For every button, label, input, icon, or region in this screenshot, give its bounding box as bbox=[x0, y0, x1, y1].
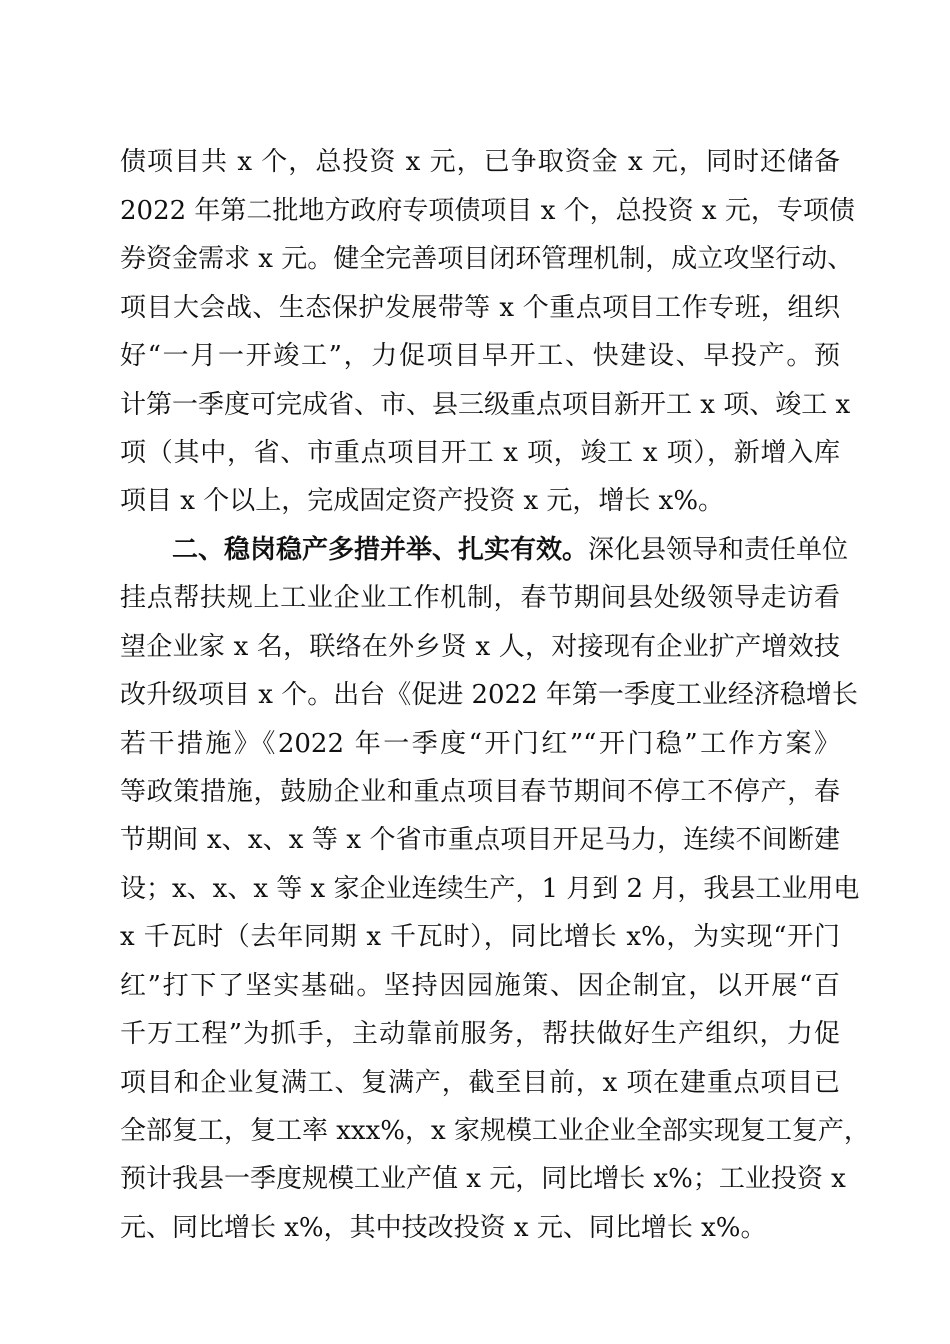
text-line: 券资金需求 x 元。健全完善项目闭环管理机制，成立攻坚行动、 bbox=[120, 244, 854, 274]
text-line: 2022 年第二批地方政府专项债项目 x 个，总投资 x 元，专项债 bbox=[120, 196, 855, 226]
text-line: 项目 x 个以上，完成固定资产投资 x 元，增长 x%。 bbox=[120, 486, 725, 516]
text-line: 元、同比增长 x%，其中技改投资 x 元、同比增长 x%。 bbox=[120, 1213, 767, 1243]
text-line: 项（其中，省、市重点项目开工 x 项，竣工 x 项），新增入库 bbox=[120, 438, 840, 468]
text-line: 设；x、x、x 等 x 家企业连续生产，1 月到 2 月，我县工业用电 bbox=[120, 874, 860, 904]
text-line: 项目大会战、生态保护发展带等 x 个重点项目工作专班，组织 bbox=[120, 293, 840, 323]
text-line: 预计我县一季度规模工业产值 x 元，同比增长 x%；工业投资 x bbox=[120, 1164, 846, 1194]
text-line: 节期间 x、x、x 等 x 个省市重点项目开足马力，连续不间断建 bbox=[120, 825, 840, 855]
text-line: 千万工程”为抓手，主动靠前服务，帮扶做好生产组织，力促 bbox=[120, 1019, 840, 1049]
text-run: 深化县领导和责任单位 bbox=[588, 535, 849, 565]
text-line: 全部复工，复工率 xxx%，x 家规模工业企业全部实现复工复产， bbox=[120, 1116, 870, 1146]
section-heading: 二、稳岗稳产多措并举、扎实有效。 bbox=[172, 535, 589, 565]
text-line: 若干措施》《2022 年一季度“开门红”“开门稳”工作方案》 bbox=[120, 729, 840, 759]
text-line: 项目和企业复满工、复满产，截至目前，x 项在建重点项目已 bbox=[120, 1068, 840, 1098]
text-line: 等政策措施，鼓励企业和重点项目春节期间不停工不停产，春 bbox=[120, 777, 840, 807]
text-line: 改升级项目 x 个。出台《促进 2022 年第一季度工业经济稳增长 bbox=[120, 680, 858, 710]
text-line: x 千瓦时（去年同期 x 千瓦时），同比增长 x%，为实现“开门 bbox=[120, 922, 840, 952]
paragraph-2-first-line bbox=[172, 530, 849, 570]
text-line: 挂点帮扶规上工业企业工作机制，春节期间县处级领导走访看 bbox=[120, 583, 840, 613]
text-line: 计第一季度可完成省、市、县三级重点项目新开工 x 项、竣工 x bbox=[120, 390, 851, 420]
text-line: 红”打下了坚实基础。坚持因园施策、因企制宜，以开展“百 bbox=[120, 971, 840, 1001]
text-line: 债项目共 x 个，总投资 x 元，已争取资金 x 元，同时还储备 bbox=[120, 147, 840, 177]
text-line: 好“一月一开竣工”，力促项目早开工、快建设、早投产。预 bbox=[120, 341, 840, 371]
text-line: 望企业家 x 名，联络在外乡贤 x 人，对接现有企业扩产增效技 bbox=[120, 632, 840, 662]
